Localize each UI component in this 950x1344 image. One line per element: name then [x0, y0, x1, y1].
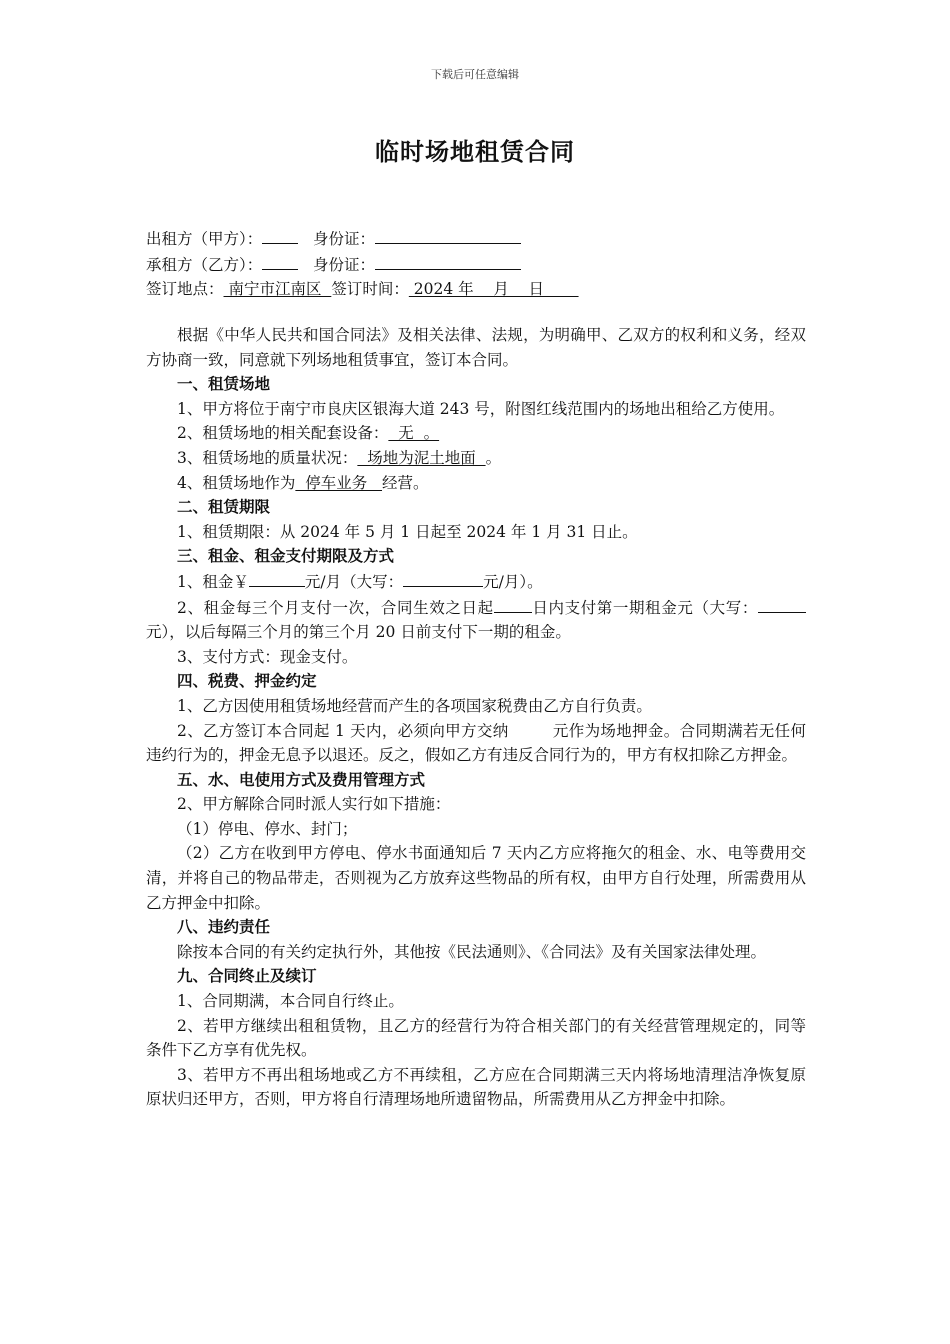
s1-item-4-value: 停车业务: [295, 473, 383, 492]
lessor-id-blank: [375, 226, 521, 244]
s1-item-2: [146, 421, 806, 446]
s1-item-4-label: 4、租赁场地作为: [177, 473, 296, 492]
s1-item-2-value: 无 。: [388, 424, 440, 443]
s3-item-2-b: 日内支付第一期租金元（大写：: [531, 598, 758, 617]
s8-text: 除按本合同的有关约定执行外，其他按《民法通则》、《合同法》及有关国家法律处理。: [177, 942, 767, 961]
section-heading-9: 九、合同终止及续订: [177, 967, 317, 986]
document-title: 临时场地租赁合同: [375, 138, 575, 166]
s4-item-2-a: 2、乙方签订本合同起 1 天内，必须向甲方交纳: [177, 721, 509, 740]
s1-item-3-end: 。: [485, 448, 502, 467]
lessor-id-label: 身份证：: [313, 230, 376, 248]
s1-item-2-label: 2、租赁场地的相关配套设备：: [177, 424, 389, 443]
section-heading-2: 二、租赁期限: [177, 498, 271, 517]
section-heading-8: 八、违约责任: [177, 918, 271, 937]
first-payment-days-blank: [494, 595, 532, 613]
header-note: 下载后可任意编辑: [431, 68, 519, 81]
intro-paragraph: 根据《中华人民共和国合同法》及相关法律、法规，为明确甲、乙双方的权利和义务，经双方协商一致，同意就下列场地租赁事宜，签订本合同。: [146, 326, 806, 369]
rent-capital-blank: [403, 569, 483, 587]
s5-sub-1: （1）停电、停水、封门；: [177, 819, 358, 838]
section-heading-1: 一、租赁场地: [177, 375, 271, 394]
s4-item-2-b: 元作为场地押金。合同期满若无任何违约行为的，押金无息予以退还。反之，假如乙方有违反合同行为的，甲方有权扣除乙方押金。: [146, 721, 806, 765]
sign-time-label: 签订时间：: [331, 280, 409, 298]
s4-item-2: [146, 719, 806, 768]
lessor-name-blank: [262, 226, 298, 244]
s1-item-3: [146, 446, 806, 471]
lessor-row: [146, 226, 826, 252]
lessee-id-label: 身份证：: [313, 255, 376, 274]
sign-place-value: 南宁市江南区: [223, 280, 332, 298]
s5-sub-2: （2）乙方在收到甲方停电、停水书面通知后 7 天内乙方应将拖欠的租金、水、电等费用交清，并将自己的物品带走，否则视为乙方放弃这些物品的所有权，由甲方自行处理，所需费用从乙方押金中扣除。: [146, 844, 806, 912]
parties-block: [146, 226, 826, 302]
first-payment-capital-blank: [758, 595, 806, 613]
s3-item-2-c: 元），以后每隔三个月的第三个月 20 日前支付下一期的租金。: [146, 623, 571, 642]
lessee-name-blank: [262, 252, 298, 270]
section-heading-4: 四、税费、押金约定: [177, 672, 317, 691]
s3-item-3: 3、支付方式：现金支付。: [177, 647, 358, 666]
lessee-label: 承租方（乙方）：: [146, 255, 263, 274]
s1-item-4: [146, 471, 806, 496]
s1-item-3-label: 3、租赁场地的质量状况：: [177, 448, 358, 467]
s3-item-2-a: 2、租金每三个月支付一次，合同生效之日起: [177, 598, 494, 617]
s3-item-1-a: 1、租金￥: [177, 572, 249, 591]
lessee-row: [146, 252, 826, 278]
rent-amount-blank: [249, 569, 305, 587]
s9-item-3: 3、若甲方不再出租场地或乙方不再续租，乙方应在合同期满三天内将场地清理洁净恢复原原状归还甲方，否则，甲方将自行清理场地所遗留物品，所需费用从乙方押金中扣除。: [146, 1065, 806, 1109]
s9-item-1: 1、合同期满，本合同自行终止。: [177, 992, 404, 1011]
section-heading-3: 三、租金、租金支付期限及方式: [177, 547, 395, 566]
s1-item-1: 1、甲方将位于南宁市良庆区银海大道 243 号，附图红线范围内的场地出租给乙方使用。: [177, 399, 785, 418]
s1-item-3-value: 场地为泥土地面: [357, 448, 486, 467]
section-heading-5: 五、水、电使用方式及费用管理方式: [177, 770, 426, 789]
s9-item-2: 2、若甲方继续出租租赁物，且乙方的经营行为符合相关部门的有关经营管理规定的，同等条件下乙方享有优先权。: [146, 1016, 806, 1060]
s3-item-1-b: 元/月（大写：: [304, 572, 404, 591]
s3-item-1-c: 元/月）。: [483, 572, 543, 591]
s1-item-4-end: 经营。: [382, 473, 429, 492]
s3-item-1: [146, 569, 806, 595]
sign-place-label: 签订地点：: [146, 280, 224, 298]
s4-item-1: 1、乙方因使用租赁场地经营而产生的各项国家税费由乙方自行负责。: [177, 696, 652, 715]
contract-body: [146, 323, 806, 1112]
s5-item-2: 2、甲方解除合同时派人实行如下措施：: [177, 795, 451, 814]
s2-item-1: 1、租赁期限：从 2024 年 5 月 1 日起至 2024 年 1 月 31 日止。: [177, 522, 638, 541]
lessee-id-blank: [375, 252, 521, 270]
s3-item-2: [146, 595, 806, 645]
lessor-label: 出租方（甲方）：: [146, 230, 263, 248]
sign-time-value: 2024 年 月 日: [408, 280, 579, 298]
sign-row: [146, 277, 826, 302]
